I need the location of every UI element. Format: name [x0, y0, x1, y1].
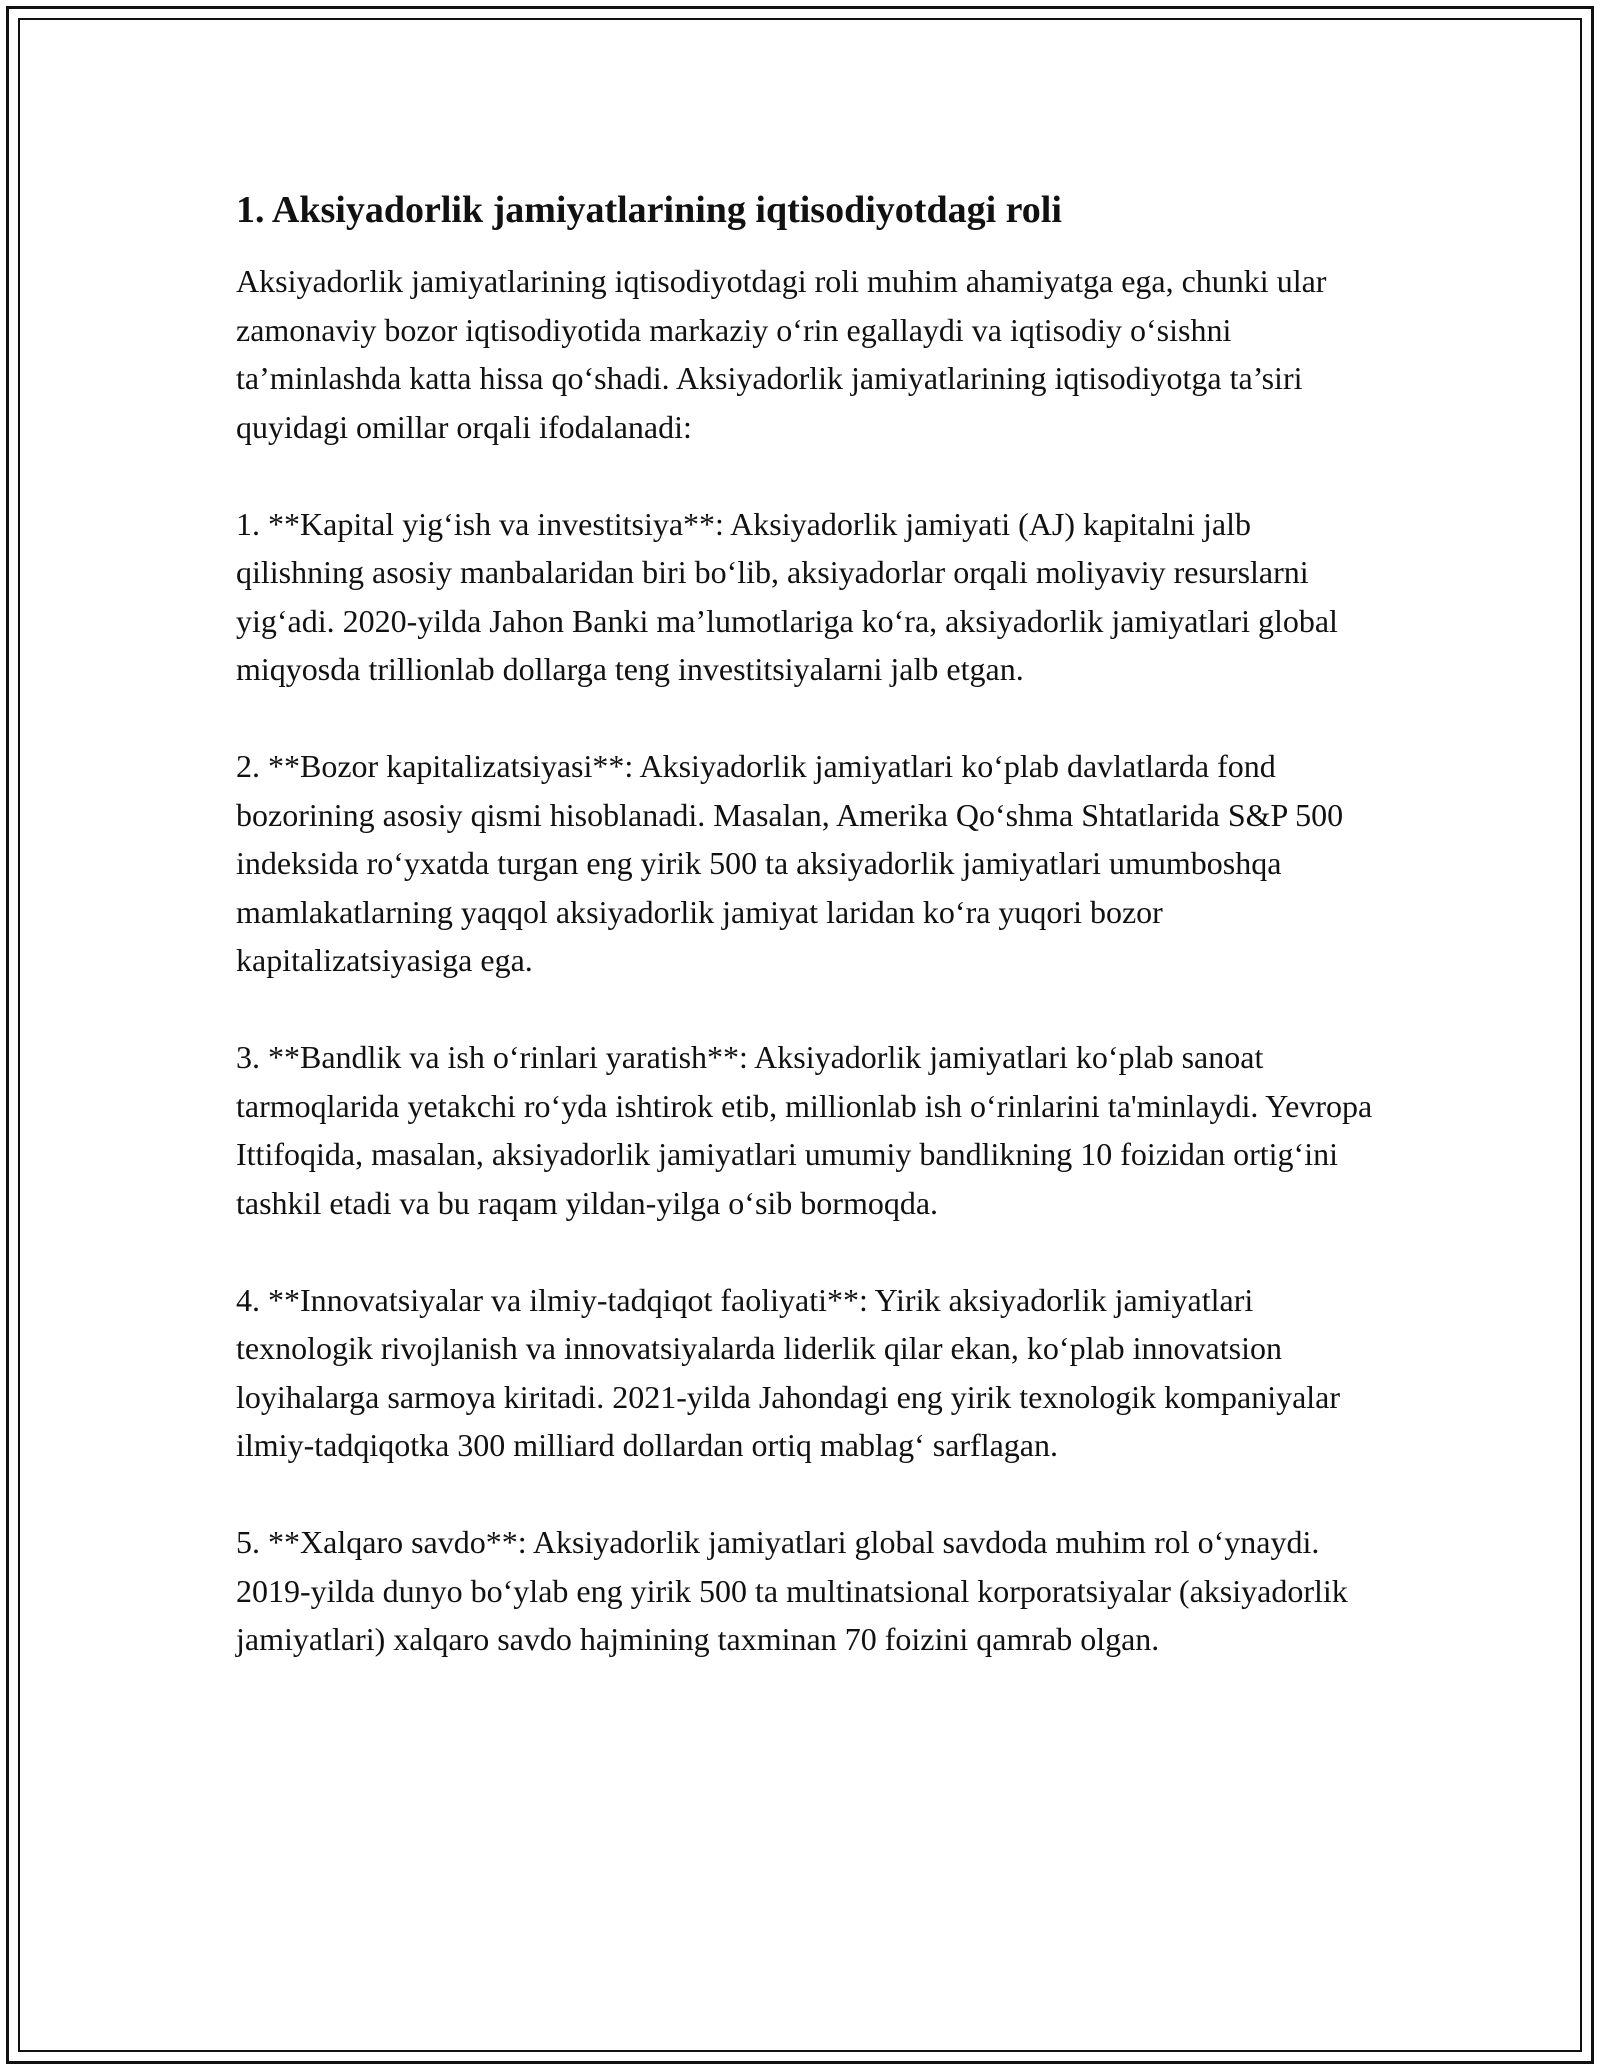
section-heading: 1. Aksiyadorlik jamiyatlarining iqtisodiyotdagi roli [236, 189, 1062, 231]
point-trade-paragraph: 5. **Xalqaro savdo**: Aksiyadorlik jamiyatlari global savdoda muhim rol o‘ynaydi. 2019-yilda dunyo bo‘ylab eng yirik 500 ta multinatsional korporatsiyalar (aksiyadorlik jamiyatlari) xalqaro savdo hajmining taxminan 70 foizini qamrab olgan. [236, 1524, 1348, 1657]
point-capital-paragraph: 1. **Kapital yig‘ish va investitsiya**: Aksiyadorlik jamiyati (AJ) kapitalni jalb qilishning asosiy manbalaridan biri bo‘lib, aksiyadorlar orqali moliyaviy resurslarni yig‘adi. 2020-yilda Jahon Banki ma’lumotlariga ko‘ra, aksiyadorlik jamiyatlari global miqyosda trillionlab dollarga teng investitsiyalarni jalb etgan. [236, 505, 1338, 687]
intro-paragraph: Aksiyadorlik jamiyatlarining iqtisodiyotdagi roli muhim ahamiyatga ega, chunki ular zamonaviy bozor iqtisodiyotida markaziy o‘rin egallaydi va iqtisodiy o‘sishni ta’minlashda katta hissa qo‘shadi. Aksiyadorlik jamiyatlarining iqtisodiyotga ta’siri quyidagi omillar orqali ifodalanadi: [236, 263, 1327, 445]
document-body [236, 185, 1386, 1664]
point-employment-paragraph: 3. **Bandlik va ish o‘rinlari yaratish**: Aksiyadorlik jamiyatlari ko‘plab sanoat tarmoqlarida yetakchi ro‘yda ishtirok etib, millionlab ish o‘rinlarini ta'minlaydi. Yevropa Ittifoqida, masalan, aksiyadorlik jamiyatlari umumiy bandlikning 10 foizidan ortig‘ini tashkil etadi va bu raqam yildan-yilga o‘sib bormoqda. [236, 1039, 1373, 1221]
point-market-cap-paragraph: 2. **Bozor kapitalizatsiyasi**: Aksiyadorlik jamiyatlari ko‘plab davlatlarda fond bozorining asosiy qismi hisoblanadi. Masalan, Amerika Qo‘shma Shtatlarida S&P 500 indeksida ro‘yxatda turgan eng yirik 500 ta aksiyadorlik jamiyatlari umumboshqa mamlakatlarning yaqqol aksiyadorlik jamiyat laridan ko‘ra yuqori bozor kapitalizatsiyasiga ega. [236, 748, 1344, 978]
point-innovation-paragraph: 4. **Innovatsiyalar va ilmiy-tadqiqot faoliyati**: Yirik aksiyadorlik jamiyatlari texnologik rivojlanish va innovatsiyalarda liderlik qilar ekan, ko‘plab innovatsion loyihalarga sarmoya kiritadi. 2021-yilda Jahondagi eng yirik texnologik kompaniyalar ilmiy-tadqiqotka 300 milliard dollardan ortiq mablag‘ sarflagan. [236, 1281, 1341, 1463]
